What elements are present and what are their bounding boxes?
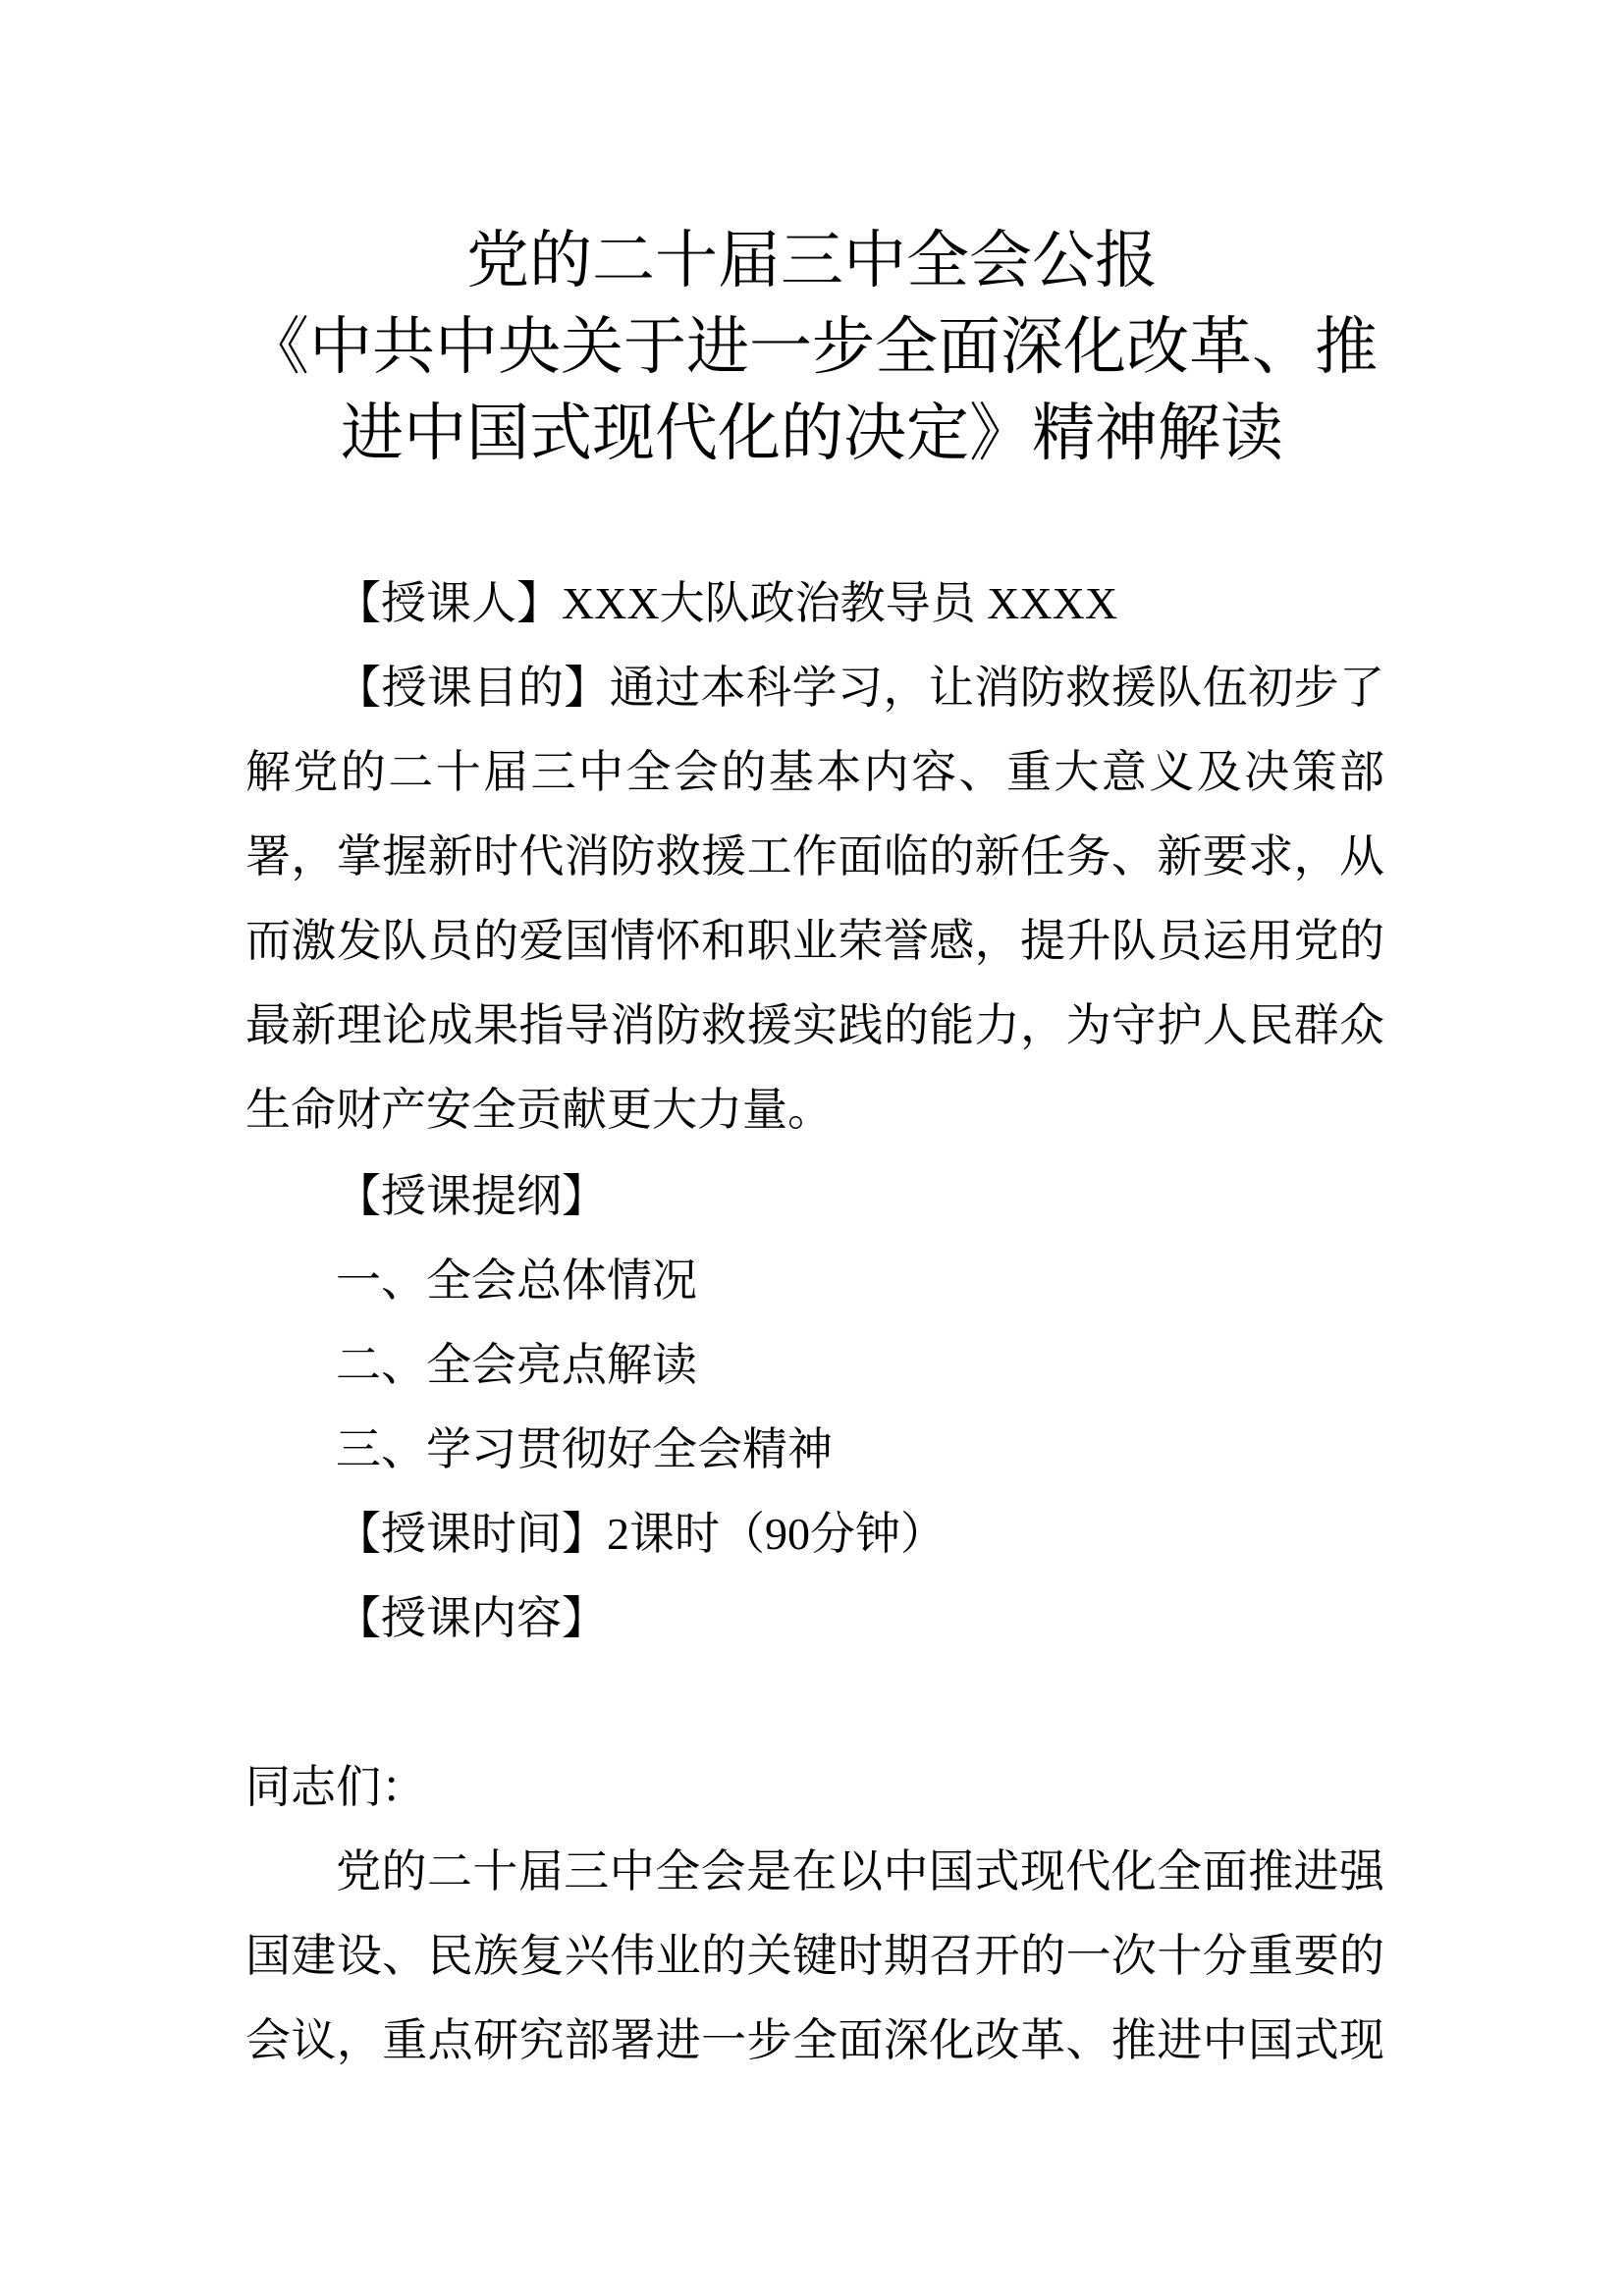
purpose-label: 【授课目的】: [336, 661, 610, 714]
duration-value: 2课时（90分钟）: [607, 1509, 946, 1559]
outline-item-2: 二、全会亮点解读: [336, 1338, 697, 1391]
purpose-line-5: 最新理论成果指导消防救援实践的能力，为守护人民群众: [245, 998, 1384, 1051]
title-line-3: 进中国式现代化的决定》精神解读: [341, 398, 1283, 470]
outline-item-3: 三、学习贯彻好全会精神: [336, 1422, 833, 1475]
body-line-2: 国建设、民族复兴伟业的关键时期召开的一次十分重要的: [245, 1929, 1384, 1982]
purpose-line-3: 署，掌握新时代消防救援工作面临的新任务、新要求，从: [245, 829, 1384, 882]
title-line-1: 党的二十届三中全会公报: [466, 225, 1158, 297]
lecturer-value: XXX大队政治教导员 XXXX: [562, 578, 1118, 628]
purpose-text-1: 通过本科学习，让消防救援队伍初步了: [609, 661, 1385, 714]
title-line-2: 《中共中央关于进一步全面深化改革、推: [246, 311, 1378, 384]
purpose-line-2: 解党的二十届三中全会的基本内容、重大意义及决策部: [245, 745, 1384, 798]
salutation: 同志们：: [245, 1760, 426, 1813]
lecturer-label: 【授课人】: [336, 576, 562, 629]
duration-line: [336, 1504, 946, 1564]
outline-label: 【授课提纲】: [336, 1169, 607, 1222]
outline-item-1: 一、全会总体情况: [336, 1254, 697, 1307]
duration-label: 【授课时间】: [336, 1507, 607, 1560]
body-line-1: 党的二十届三中全会是在以中国式现代化全面推进强: [336, 1844, 1384, 1897]
content-label: 【授课内容】: [336, 1591, 607, 1644]
purpose-line-4: 而激发队员的爱国情怀和职业荣誉感，提升队员运用党的: [245, 914, 1384, 967]
lecturer-line: [336, 573, 1117, 633]
body-line-3: 会议，重点研究部署进一步全面深化改革、推进中国式现: [245, 2013, 1384, 2066]
purpose-line-6: 生命财产安全贡献更大力量。: [245, 1083, 833, 1136]
purpose-line-1: [336, 658, 1384, 717]
